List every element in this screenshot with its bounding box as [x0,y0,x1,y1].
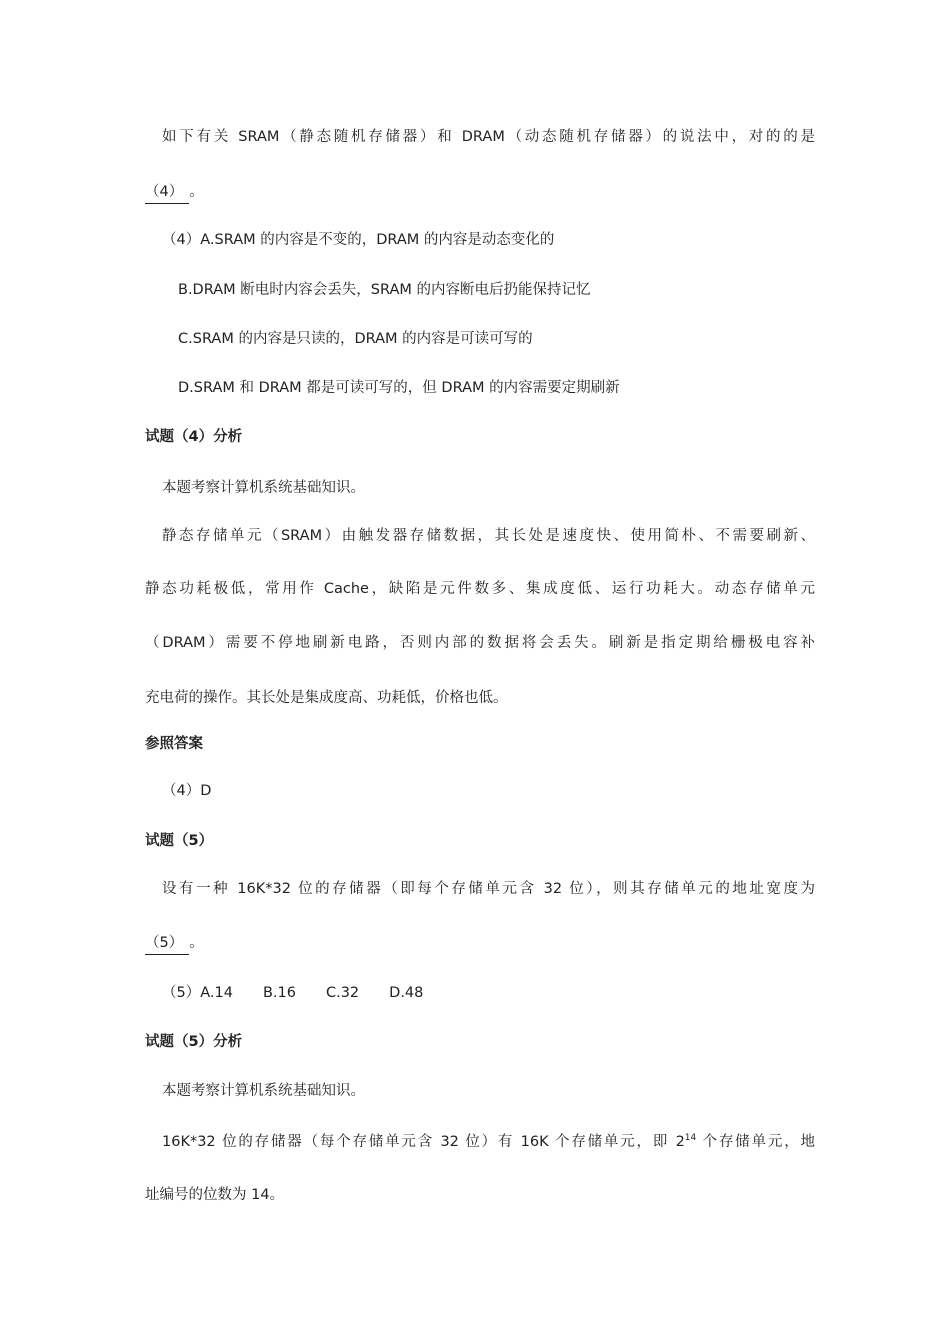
q5-blank: （5） [145,932,189,955]
q5-blank-line [145,932,815,955]
q4-option-c: C.SRAM 的内容是只读的，DRAM 的内容是可读可写的 [178,331,533,347]
q5-options [162,982,815,1004]
answer-heading: 参照答案 [145,736,203,752]
q4-blank-line [145,181,815,204]
q4-option-d: D.SRAM 和 DRAM 都是可读可写的，但 DRAM 的内容需要定期刷新 [178,380,620,396]
q5-analysis-heading: 试题（5）分析 [145,1034,243,1050]
answer-value: （4）D [162,783,212,799]
q4-period: 。 [189,184,204,200]
q4-analysis-heading: 试题（4）分析 [145,429,243,445]
q5-analysis-intro: 本题考察计算机系统基础知识。 [162,1083,365,1099]
q4-analysis-p1: 静态存储单元（SRAM）由触发器存储数据，其长处是速度快、使用简朴、不需要刷新、 [162,528,815,544]
q5-option-c: C.32 [325,985,360,1001]
q4-blank: （4） [145,181,189,204]
exponent: 14 [684,1133,697,1144]
q5-analysis-p2: 址编号的位数为 14。 [145,1187,285,1203]
q5-analysis-p1-text: 16K*32 位的存储器（每个存储单元含 32 位）有 16K 个存储单元，即 2 [162,1134,685,1150]
q5-option-d: D.48 [389,985,424,1001]
q4-analysis-intro: 本题考察计算机系统基础知识。 [162,480,365,496]
q4-option-a: （4）A.SRAM 的内容是不变的，DRAM 的内容是动态变化的 [162,232,555,248]
q5-period: 。 [189,935,204,951]
q5-heading: 试题（5） [145,833,214,849]
q4-option-b: B.DRAM 断电时内容会丢失，SRAM 的内容断电后扔能保持记忆 [178,282,591,298]
q5-option-a: （5）A.14 [162,985,233,1001]
q5-stem: 设有一种 16K*32 位的存储器（即每个存储单元含 32 位），则其存储单元的地址宽度为 [162,881,815,897]
q5-analysis-p1-tail: 个存储单元，地 [696,1134,815,1150]
q5-option-b: B.16 [262,985,296,1001]
q4-analysis-p2: 静态功耗极低，常用作 Cache，缺陷是元件数多、集成度低、运行功耗大。动态存储单元 [145,581,815,597]
q5-analysis-p1 [162,1131,815,1153]
q4-analysis-p4: 充电荷的操作。其长处是集成度高、功耗低，价格也低。 [145,690,508,706]
q4-stem: 如下有关 SRAM（静态随机存储器）和 DRAM（动态随机存储器）的说法中，对的的是 [162,129,815,145]
q4-analysis-p3: （DRAM）需要不停地刷新电路，否则内部的数据将会丢失。刷新是指定期给栅极电容补 [145,635,815,651]
